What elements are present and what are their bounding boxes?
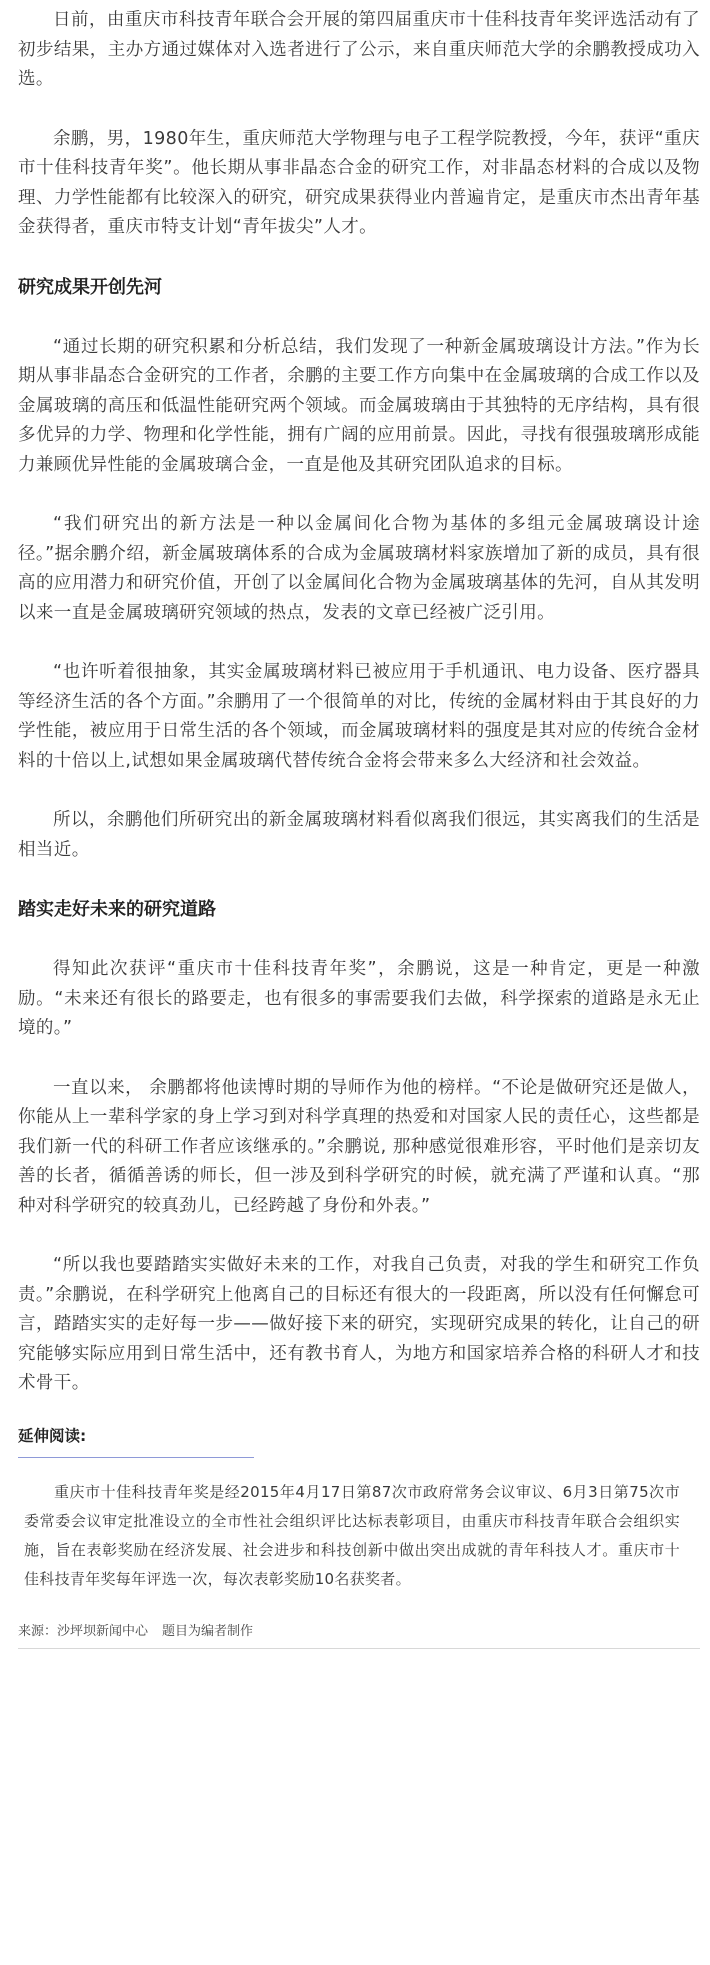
extended-reading-text: 重庆市十佳科技青年奖是经2015年4月17日第87次市政府常务会议审议、6月3日第75次市委常委会议审定批准设立的全市性社会组织评比达标表彰项目，由重庆市科技青年联合会组织实施，旨在表彰奖励在经济发展、社会进步和科技创新中做出突出成就的青年科技人才。重庆市十佳科技青年奖每年评选一次，每次表彰奖励10名获奖者。 [24,1482,680,1588]
paragraph-intro: 日前，由重庆市科技青年联合会开展的第四届重庆市十佳科技青年奖评选活动有了初步结果，主办方通过媒体对入选者进行了公示，来自重庆师范大学的余鹏教授成功入选。 [18,10,700,89]
paragraph-future-work: “所以我也要踏踏实实做好未来的工作，对我自己负责，对我的学生和研究工作负责。”余鹏说，在科学研究上他离自己的目标还有很大的一段距离，所以没有任何懈怠可言，踏踏实实的走好每一步——做好接下来的研究，实现研究成果的转化，让自己的研究能够实际应用到日常生活中，还有教书育人，为地方和国家培养合格的科研人才和技术骨干。 [18,1255,700,1393]
editor-note: 题目为编者制作 [162,1623,254,1639]
paragraph-near-life: 所以，余鹏他们所研究出的新金属玻璃材料看似离我们很远，其实离我们的生活是相当近。 [18,810,700,860]
source-label: 来源：沙坪坝新闻中心 [18,1623,149,1639]
paragraph-research-method: “通过长期的研究积累和分析总结，我们发现了一种新金属玻璃设计方法。”作为长期从事非晶态合金研究的工作者，余鹏的主要工作方向集中在金属玻璃的合成工作以及金属玻璃的高压和低温性能研究两个领域。而金属玻璃由于其独特的无序结构，具有很多优异的力学、物理和化学性能，拥有广阔的应用前景。因此，寻找有很强玻璃形成能力兼顾优异性能的金属玻璃合金，一直是他及其研究团队追求的目标。 [18,336,700,475]
bottom-divider [18,1648,700,1649]
section-heading-future: 踏实走好未来的研究道路 [18,899,216,920]
source-line [18,1622,700,1642]
paragraph-applications: “也许听着很抽象，其实金属玻璃材料已被应用于手机通讯、电力设备、医疗器具等经济生活的各个方面。”余鹏用了一个很简单的对比，传统的金属材料由于其良好的力学性能，被应用于日常生活的各个领域，而金属玻璃材料的强度是其对应的传统合金材料的十倍以上,试想如果金属玻璃代替传统合金将会带来多么大经济和社会效益。 [18,662,700,771]
paragraph-profile: 余鹏，男，1980年生，重庆师范大学物理与电子工程学院教授，今年，获评“重庆市十佳科技青年奖”。他长期从事非晶态合金的研究工作，对非晶态材料的合成以及物理、力学性能都有比较深入的研究，研究成果获得业内普遍肯定，是重庆市杰出青年基金获得者，重庆市特支计划“青年拔尖”人才。 [18,128,700,237]
section-heading-research: 研究成果开创先河 [18,276,162,298]
extended-reading-title: 延伸阅读: [18,1426,87,1445]
extended-reading [18,1423,700,1594]
paragraph-new-method: “我们研究出的新方法是一种以金属间化合物为基体的多组元金属玻璃设计途径。”据余鹏介绍，新金属玻璃体系的合成为金属玻璃材料家族增加了新的成员，具有很高的应用潜力和研究价值，开创了以金属间化合物为金属玻璃基体的先河，自从其发明以来一直是金属玻璃研究领域的热点，发表的文章已经被广泛引用。 [18,514,700,623]
paragraph-mentor: 一直以来， 余鹏都将他读博时期的导师作为他的榜样。“不论是做研究还是做人，你能从上一辈科学家的身上学习到对科学真理的热爱和对国家人民的责任心，这些都是我们新一代的科研工作者应该继承的。”余鹏说, 那种感觉很难形容，平时他们是亲切友善的长者，循循善诱的师长，但一涉及到科学研究的时候，就充满了严谨和认真。“那种对科学研究的较真劲儿，已经跨越了身份和外表。” [18,1077,700,1216]
paragraph-award-reaction: 得知此次获评“重庆市十佳科技青年奖”，余鹏说，这是一种肯定，更是一种激励。“未来还有很长的路要走，也有很多的事需要我们去做，科学探索的道路是永无止境的。” [18,959,700,1038]
